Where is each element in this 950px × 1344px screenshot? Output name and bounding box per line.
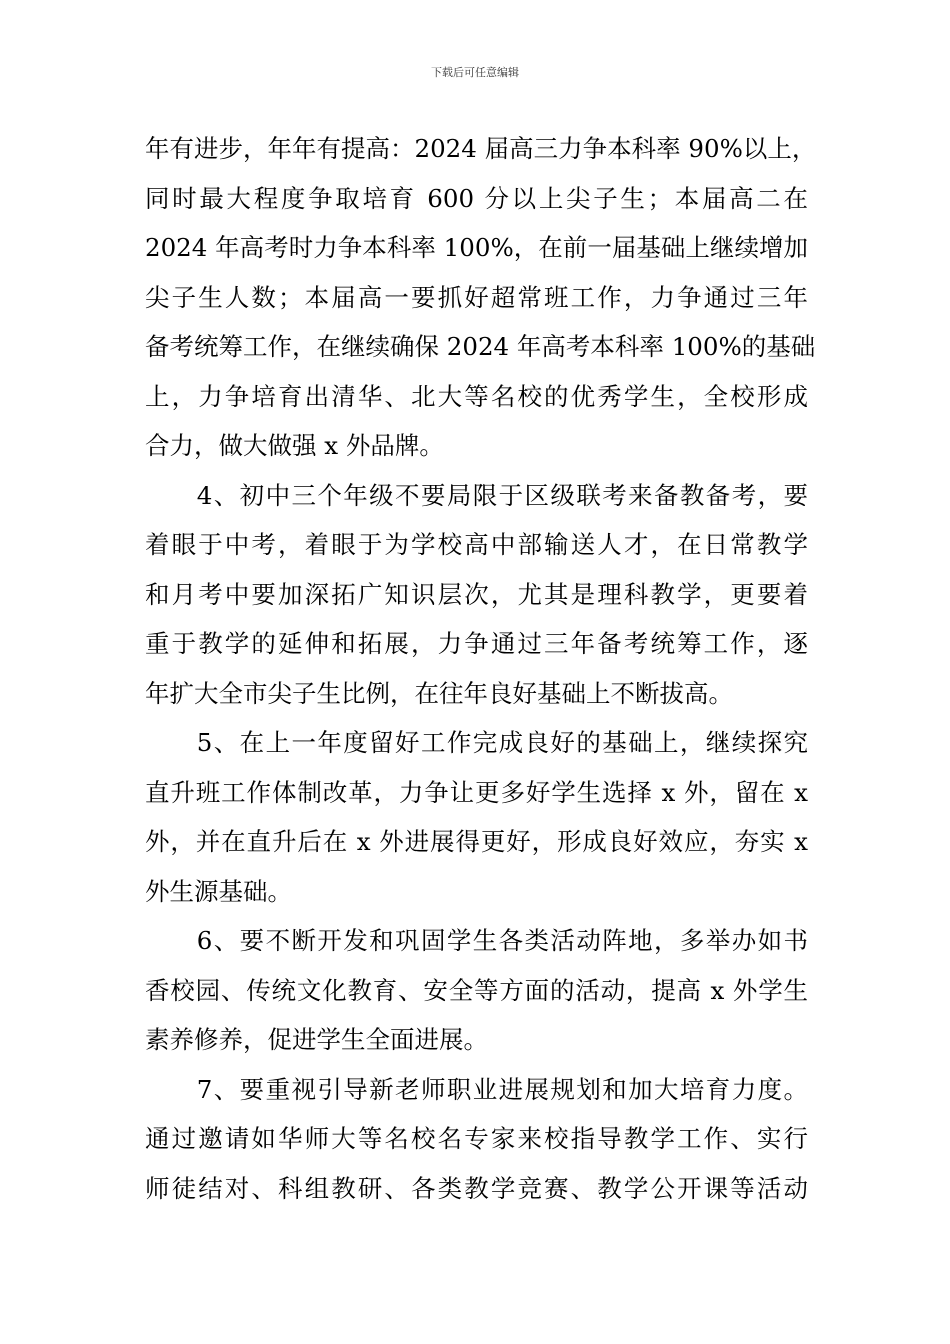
text-line: 5、在上一年度留好工作完成良好的基础上，继续探究 [145,728,808,757]
text-line: 合力，做大做强 x 外品牌。 [145,431,444,460]
text-line: 2024 年高考时力争本科率 100%，在前一届基础上继续增加 [145,233,808,262]
text-line: 备考统筹工作，在继续确保 2024 年高考本科率 100%的基础 [145,332,816,361]
text-line: 6、要不断开发和巩固学生各类活动阵地，多举办如书 [145,926,808,955]
paragraph [145,1065,808,1214]
paragraph [145,916,808,1065]
text-line: 年扩大全市尖子生比例，在往年良好基础上不断拔高。 [145,678,733,708]
text-line: 和月考中要加深拓广知识层次，尤其是理科教学，更要着 [145,579,808,609]
text-line: 着眼于中考，着眼于为学校高中部输送人才，在日常教学 [145,530,808,559]
document-body [145,124,817,1213]
text-line: 通过邀请如华师大等名校名专家来校指导教学工作、实行 [145,1124,808,1153]
paragraph [145,124,817,471]
text-line: 尖子生人数；本届高一要抓好超常班工作，力争通过三年 [145,282,808,312]
paragraph [145,471,808,719]
text-line: 外，并在直升后在 x 外进展得更好，形成良好效应，夯实 x [145,827,808,856]
text-line: 重于教学的延伸和拓展，力争通过三年备考统筹工作，逐 [145,629,808,658]
text-line: 同时最大程度争取培育 600 分以上尖子生；本届高二在 [145,183,808,213]
text-line: 素养修养，促进学生全面进展。 [145,1025,488,1054]
page-header: 下载后可任意编辑 [431,66,519,79]
text-line: 香校园、传统文化教育、安全等方面的活动，提高 x 外学生 [145,975,808,1005]
text-line: 外生源基础。 [145,876,292,906]
text-line: 4、初中三个年级不要局限于区级联考来备教备考，要 [145,480,808,510]
paragraph [145,718,808,916]
text-line: 直升班工作体制改革，力争让更多好学生选择 x 外，留在 x [145,777,808,807]
text-line: 年有进步，年年有提高：2024 届高三力争本科率 90%以上， [145,134,817,163]
text-line: 7、要重视引导新老师职业进展规划和加大培育力度。 [145,1074,808,1104]
text-line: 师徒结对、科组教研、各类教学竞赛、教学公开课等活动 [145,1173,808,1203]
text-line: 上，力争培育出清华、北大等名校的优秀学生，全校形成 [145,381,808,411]
